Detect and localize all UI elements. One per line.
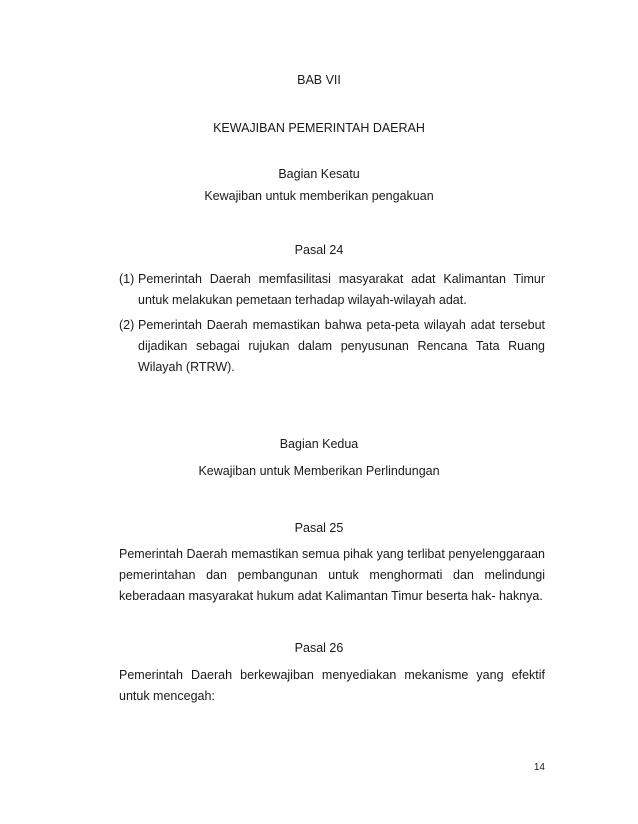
list-item [119,315,545,378]
page-number: 14 [533,762,545,773]
list-item-text: Pemerintah Daerah memfasilitasi masyarakat adat Kalimantan Timur untuk melakukan pemetaan terhadap wilayah-wilayah adat. [138,272,545,307]
article-heading-25: Pasal 25 [294,521,344,535]
article-heading-26: Pasal 26 [294,641,344,655]
chapter-subtitle: KEWAJIBAN PEMERINTAH DAERAH [213,121,425,135]
list-item-number: (2) [119,318,135,332]
chapter-title: BAB VII [297,73,341,87]
section-title-2: Kewajiban untuk Memberikan Perlindungan [198,464,440,478]
article-paragraph-25: Pemerintah Daerah memastikan semua pihak yang terlibat penyelenggaraan pemerintahan dan pembangunan untuk menghormati dan melindungi keberadaan masyarakat hukum adat Kalimantan Timur beserta hak- haknya. [119,547,545,603]
section-heading-2: Bagian Kedua [279,437,359,451]
list-item [119,269,545,311]
section-title-1: Kewajiban untuk memberikan pengakuan [204,189,434,203]
article-heading-24: Pasal 24 [294,243,344,257]
section-heading-1: Bagian Kesatu [278,167,360,181]
list-item-number: (1) [119,272,135,286]
article-paragraph-26: Pemerintah Daerah berkewajiban menyediakan mekanisme yang efektif untuk mencegah: [119,668,545,703]
list-item-text: Pemerintah Daerah memastikan bahwa peta-peta wilayah adat tersebut dijadikan sebagai rujukan dalam penyusunan Rencana Tata Ruang Wilayah (RTRW). [138,318,545,374]
